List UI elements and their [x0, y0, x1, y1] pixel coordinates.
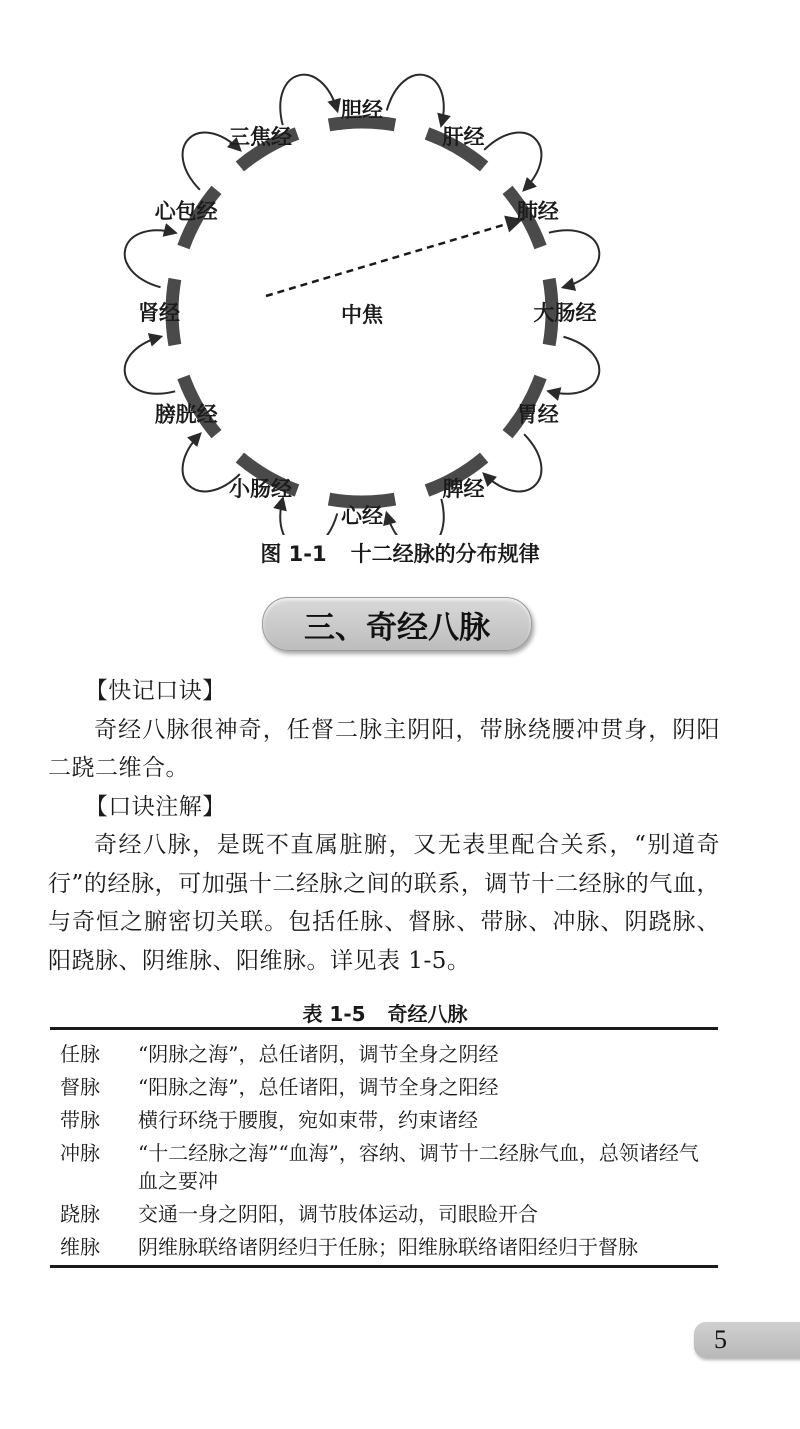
meridian-label: 脾经 [442, 476, 485, 501]
meridian-label: 心包经 [154, 199, 218, 224]
mnemonic-heading: 【快记口诀】 [84, 678, 226, 704]
page-number: 5 [714, 1325, 727, 1354]
meridian-description: 交通一身之阴阳，调节肢体运动，司眼睑开合 [138, 1202, 538, 1226]
meridian-name: 维脉 [60, 1235, 100, 1259]
center-label: 中焦 [341, 303, 383, 327]
table-row [50, 1231, 718, 1267]
meridian-arc-segment [329, 122, 395, 125]
section-title: 三、奇经八脉 [304, 609, 490, 646]
section-heading [262, 597, 532, 651]
meridian-description: “阳脉之海”，总任诸阳，调节全身之阳经 [138, 1075, 499, 1099]
meridian-name: 督脉 [60, 1075, 100, 1099]
meridian-label: 三焦经 [229, 125, 292, 150]
table-row [50, 1137, 718, 1198]
mnemonic-paragraph: 奇经八脉很神奇，任督二脉主阴阳，带脉绕腰冲贯身，阴阳二跷二维合。 [48, 716, 720, 781]
table-number: 表 1-5 [302, 1002, 366, 1026]
meridian-description: “阴脉之海”，总任诸阴，调节全身之阴经 [138, 1042, 499, 1066]
table-name: 奇经八脉 [387, 1002, 468, 1026]
meridian-label: 胃经 [516, 402, 559, 427]
meridian-description: “十二经脉之海”“血海”，容纳、调节十二经脉气血，总领诸经气血之要冲 [138, 1141, 699, 1193]
flow-arrow [387, 75, 444, 125]
flow-arrow [484, 434, 541, 491]
figure-number: 图 1-1 [260, 542, 327, 566]
meridian-name: 任脉 [60, 1042, 100, 1066]
meridian-label: 心经 [341, 504, 383, 528]
flow-arrow [484, 133, 541, 190]
flow-arrow [125, 230, 175, 287]
table-row [50, 1198, 718, 1231]
flow-arrow [125, 337, 175, 394]
meridian-description: 阴维脉联络诸阴经归于任脉；阳维脉联络诸阳经归于督脉 [138, 1235, 638, 1259]
meridian-label: 膀胱经 [154, 402, 218, 427]
annotation-paragraph: 奇经八脉，是既不直属脏腑，又无表里配合关系，“别道奇行”的经脉，可加强十二经脉之间的联系，调节十二经脉的气血，与奇恒之腑密切关联。包括任脉、督脉、带脉、冲脉、阴跷脉、阳跷脉、阴维脉、阳维脉。详见表 1-5。 [48, 832, 720, 974]
figure-caption [0, 538, 800, 568]
meridian-cycle-diagram [0, 0, 800, 535]
meridian-label: 小肠经 [229, 476, 292, 501]
meridian-label: 胆经 [341, 98, 383, 122]
page-number-tab [694, 1322, 800, 1358]
flow-arrow [280, 75, 337, 125]
figure-title: 十二经脉的分布规律 [350, 542, 540, 566]
flow-arrow [549, 337, 599, 394]
meridian-description: 横行环绕于腰腹，宛如束带，约束诸经 [138, 1108, 478, 1132]
meridian-label: 肺经 [516, 199, 559, 224]
meridian-name: 带脉 [60, 1108, 100, 1132]
table-row [50, 1104, 718, 1137]
annotation-heading: 【口诀注解】 [84, 793, 226, 820]
flow-arrow [549, 230, 599, 287]
meridian-arc-segment [329, 499, 395, 502]
table-row [50, 1071, 718, 1104]
meridian-label: 肾经 [138, 301, 180, 325]
body-text [48, 672, 720, 980]
table-row [50, 1029, 718, 1072]
meridian-name: 冲脉 [60, 1141, 100, 1165]
meridian-label: 大肠经 [533, 301, 597, 325]
qi-flow-dashed-arrow [266, 220, 520, 296]
meridian-name: 跷脉 [60, 1202, 100, 1226]
meridian-label: 肝经 [442, 125, 485, 150]
table-title [0, 998, 770, 1027]
extraordinary-meridians-table [50, 1027, 718, 1268]
